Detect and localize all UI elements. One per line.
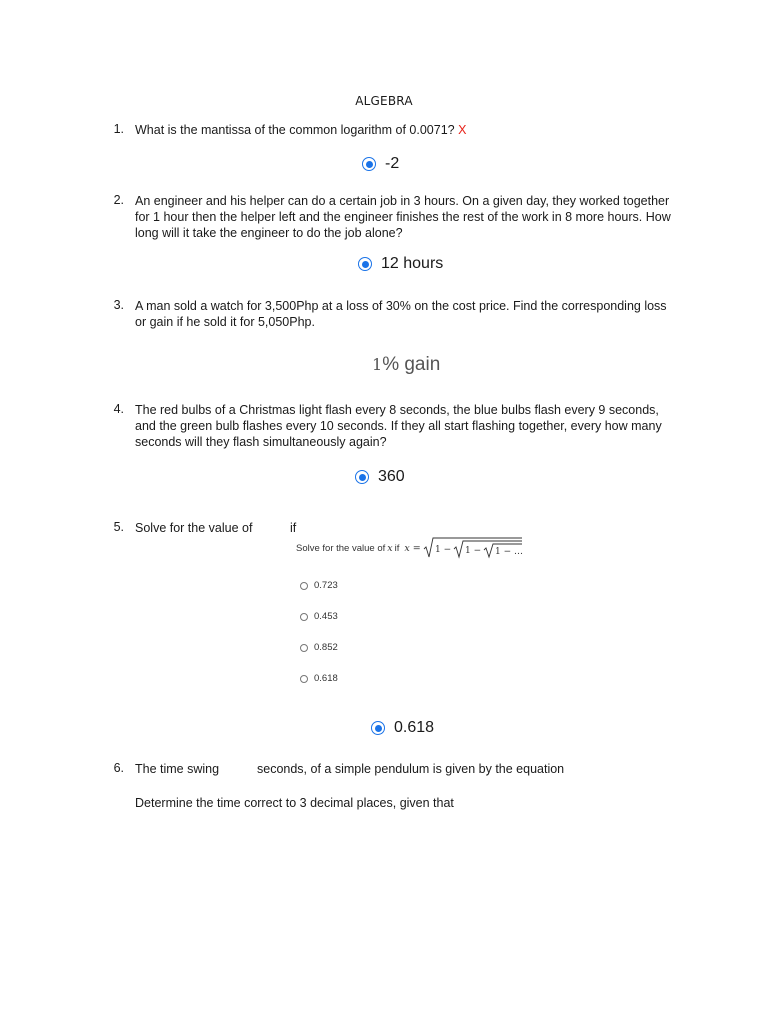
radio-selected-icon[interactable]: [358, 257, 372, 271]
nested-radical-icon: [423, 536, 523, 560]
radio-selected-icon[interactable]: [362, 157, 376, 171]
question-5-image: [296, 536, 526, 686]
answer-text: 0.618: [394, 719, 435, 736]
equation-prompt: Solve for the value of x if x = 1 − 1 − 1 − …: [296, 536, 526, 560]
answer-text: % gain: [382, 354, 441, 375]
variable: x: [387, 542, 393, 554]
radical-term-1: 1 −: [434, 545, 451, 555]
question-2-text: An engineer and his helper can do a certain job in 3 hours. On a given day, they worked together for 1 hour then the helper left and the engineer finishes the rest of the work in 8 more hours. How long will it take the engineer to do the job alone?: [135, 194, 671, 240]
question-number: 3.: [113, 298, 124, 312]
question-4-text: The red bulbs of a Christmas light flash every 8 seconds, the blue bulbs flash every 9 seconds, and the green bulb flashes every 10 seconds. If they all start flashing together, every how many seconds will they flash simultaneously again?: [135, 403, 662, 449]
answer-text: 12 hours: [381, 255, 444, 272]
wrong-mark: X: [458, 123, 467, 137]
question-number: 1.: [113, 122, 124, 136]
radio-selected-icon[interactable]: [371, 721, 385, 735]
question-1-text: [135, 122, 680, 138]
option-3[interactable]: 0.852: [300, 642, 338, 653]
question-6-text-c: Determine the time correct to 3 decimal places, given that: [135, 796, 454, 810]
radio-unselected-icon[interactable]: [300, 644, 308, 652]
option-4[interactable]: 0.618: [300, 673, 338, 684]
radical-term-2: 1 −: [464, 546, 481, 556]
answer-text: -2: [385, 155, 400, 172]
radio-unselected-icon[interactable]: [300, 613, 308, 621]
question-text: What is the mantissa of the common logarithm of 0.0071?: [135, 123, 455, 137]
question-number: 5.: [113, 520, 124, 534]
question-5-text-b: if: [290, 521, 297, 535]
radical-term-3: 1 − …: [494, 547, 523, 557]
answer-2: [358, 255, 443, 273]
radio-unselected-icon[interactable]: [300, 675, 308, 683]
answer-1: [362, 155, 399, 173]
option-2[interactable]: 0.453: [300, 611, 338, 622]
answer-number: 1: [372, 355, 383, 374]
answer-text: 360: [378, 468, 405, 485]
page-title: ALGEBRA: [355, 94, 413, 108]
answer-3: [372, 354, 440, 376]
question-number: 6.: [113, 761, 124, 775]
question-5-text-a: Solve for the value of: [135, 521, 253, 535]
question-number: 4.: [113, 402, 124, 416]
equation-lhs: x =: [404, 542, 421, 554]
question-6-text-b: seconds, of a simple pendulum is given by the equation: [257, 762, 565, 776]
radio-selected-icon[interactable]: [355, 470, 369, 484]
question-number: 2.: [113, 193, 124, 207]
radio-unselected-icon[interactable]: [300, 582, 308, 590]
answer-4: [355, 468, 405, 486]
option-1[interactable]: 0.723: [300, 580, 338, 591]
question-3-text: A man sold a watch for 3,500Php at a loss of 30% on the cost price. Find the corresponding loss or gain if he sold it for 5,050Php.: [135, 299, 667, 329]
question-6-text-a: The time swing: [135, 762, 220, 776]
answer-5: [371, 719, 434, 737]
